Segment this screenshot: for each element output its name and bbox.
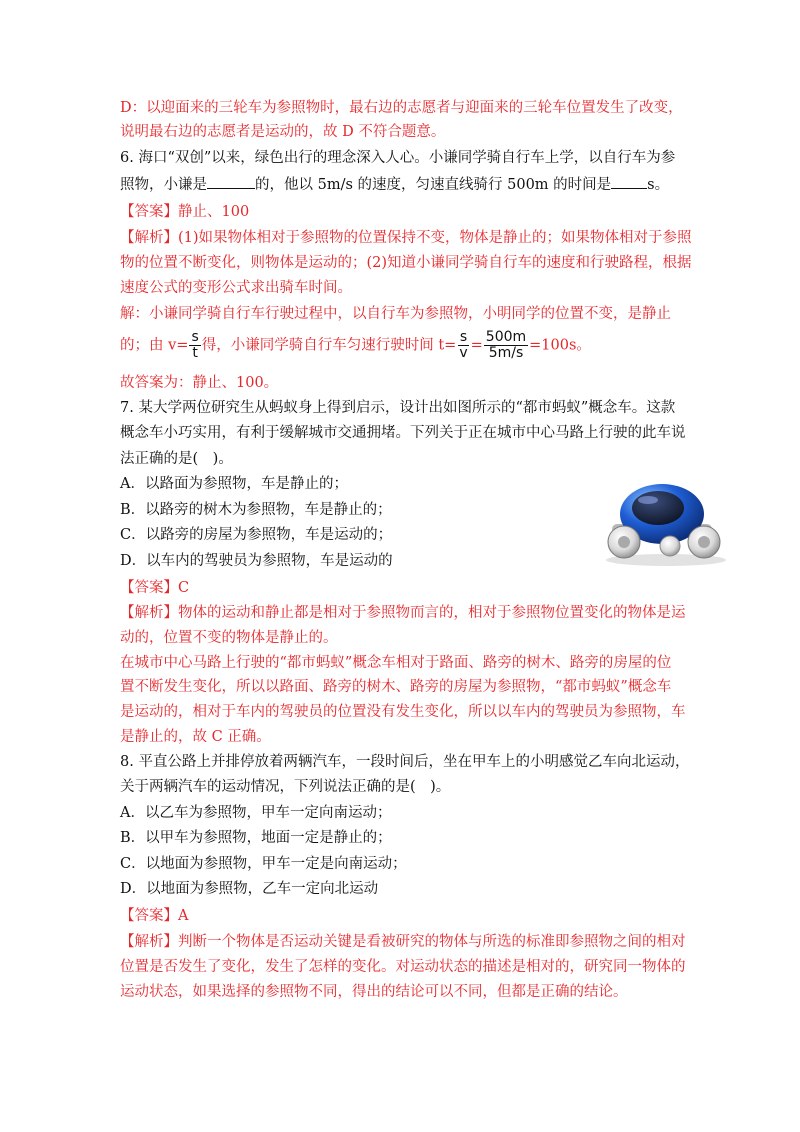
q6-solution-line-1: 解：小谦同学骑自行车行驶过程中，以自行车为参照物，小明同学的位置不变，是静止 (120, 306, 671, 322)
explanation-tag: 【解析】 (120, 605, 178, 621)
q6-explanation-line-2: 物的位置不断变化，则物体是运动的；(2)知道小谦同学骑自行车的速度和行驶路程，根据 (120, 255, 692, 271)
explanation-tag: 【解析】 (120, 230, 178, 246)
fraction-denominator: t (192, 345, 198, 361)
answer-tag: 【答案】 (120, 204, 178, 220)
q8-stem-line-1: 8. 平直公路上并排停放着两辆汽车，一段时间后，坐在甲车上的小明感觉乙车向北运动， (120, 754, 690, 770)
q7-explanation-line-1 (120, 603, 686, 623)
q8-option-a: A．以乙车为参照物，甲车一定向南运动； (120, 805, 392, 821)
explanation-tag: 【解析】 (120, 934, 178, 950)
concept-car-icon (600, 476, 732, 568)
q6-solution-text-d: =100s。 (529, 337, 591, 354)
q8-option-b: B．以甲车为参照物，地面一定是静止的； (120, 830, 392, 846)
fraction-numerator: 500m (485, 329, 527, 345)
q6-explanation-line-3: 速度公式的变形公式求出骑车时间。 (120, 280, 352, 296)
q6-answer-value: 静止、100 (178, 204, 250, 220)
q8-answer-value: A (178, 908, 189, 924)
fraction-numerator: s (459, 329, 468, 345)
fraction-numerator: s (191, 329, 199, 345)
q6-solution-line-2 (120, 330, 591, 361)
formula-500m-over-5ms (484, 330, 528, 361)
answer-tag: 【答案】 (120, 908, 178, 924)
q6-solution-text-b: 得，小谦同学骑自行车匀速行驶时间 t= (201, 337, 457, 354)
q8-stem-line-2: 关于两辆汽车的运动情况，下列说法正确的是( )。 (120, 779, 451, 795)
q6-explanation-line-1 (120, 228, 692, 248)
q7-explanation-line-2: 动的，位置不变的物体是静止的。 (120, 630, 338, 646)
fraction-denominator: v (459, 345, 468, 361)
answer-tag: 【答案】 (120, 580, 178, 596)
q7-option-b: B．以路旁的树木为参照物，车是静止的； (120, 502, 392, 518)
formula-s-over-t (189, 330, 200, 361)
q6-final-answer: 故答案为：静止、100。 (120, 375, 279, 391)
q8-option-c: C．以地面为参照物，甲车一定是向南运动； (120, 856, 407, 872)
q8-explanation-line-1 (120, 932, 686, 952)
q6-stem-line-1: 6. 海口“双创”以来，绿色出行的理念深入人心。小谦同学骑自行车上学，以自行车为参 (120, 150, 676, 166)
q7-answer-value: C (178, 580, 190, 596)
q6-stem-text-a: 照物，小谦是 (120, 177, 207, 193)
q7-option-c: C．以路旁的房屋为参照物，车是运动的； (120, 527, 393, 543)
q6-solution-text-c: = (470, 337, 483, 354)
q6-stem-line-2 (120, 174, 669, 195)
q7-explanation-line-4: 置不断发生变化，所以以路面、路旁的树木、路旁的房屋为参照物，“都市蚂蚁”概念车 (120, 679, 672, 695)
fraction-denominator: 5m/s (488, 345, 524, 361)
option-d-explanation-line-2: 说明最右边的志愿者是运动的，故 D 不符合题意。 (120, 124, 446, 140)
q7-explanation-text: 物体的运动和静止都是相对于参照物而言的，相对于参照物位置变化的物体是运 (178, 605, 686, 621)
q7-explanation-line-5: 是运动的，相对于车内的驾驶员的位置没有发生变化，所以以车内的驾驶员为参照物，车 (120, 704, 686, 720)
q6-stem-text-c: s。 (647, 177, 670, 193)
q6-solution-text-a: 的；由 v= (120, 337, 189, 354)
q6-blank-2 (611, 174, 647, 189)
q7-explanation-line-6: 是静止的，故 C 正确。 (120, 729, 271, 745)
q7-option-d: D．以车内的驾驶员为参照物，车是运动的 (120, 553, 393, 569)
q8-explanation-text: 判断一个物体是否运动关键是看被研究的物体与所选的标准即参照物之间的相对 (178, 934, 686, 950)
q6-stem-text-b: 的，他以 5m/s 的速度，匀速直线骑行 500m 的时间是 (255, 177, 612, 193)
formula-s-over-v (457, 330, 469, 361)
q7-option-a: A．以路面为参照物，车是静止的； (120, 476, 348, 492)
q7-explanation-line-3: 在城市中心马路上行驶的“都市蚂蚁”概念车相对于路面、路旁的树木、路旁的房屋的位 (120, 655, 672, 671)
q6-blank-1 (207, 174, 255, 189)
q6-answer (120, 202, 249, 222)
q7-stem-line-2: 概念车小巧实用，有利于缓解城市交通拥堵。下列关于正在城市中心马路上行驶的此车说 (120, 425, 686, 441)
q7-answer (120, 578, 189, 598)
q7-stem-line-3: 法正确的是( )。 (120, 451, 233, 467)
q6-explanation-text: (1)如果物体相对于参照物的位置保持不变，物体是静止的；如果物体相对于参照 (178, 230, 692, 246)
q8-explanation-line-3: 运动状态，如果选择的参照物不同，得出的结论可以不同，但都是正确的结论。 (120, 984, 628, 1000)
option-d-explanation-line-1: D：以迎面来的三轮车为参照物时，最右边的志愿者与迎面来的三轮车位置发生了改变， (120, 100, 683, 116)
q8-explanation-line-2: 位置是否发生了变化，发生了怎样的变化。对运动状态的描述是相对的，研究同一物体的 (120, 959, 686, 975)
q7-stem-line-1: 7. 某大学两位研究生从蚂蚁身上得到启示，设计出如图所示的“都市蚂蚁”概念车。这款 (120, 400, 676, 416)
q8-option-d: D．以地面为参照物，乙车一定向北运动 (120, 881, 379, 897)
q8-answer (120, 906, 188, 926)
